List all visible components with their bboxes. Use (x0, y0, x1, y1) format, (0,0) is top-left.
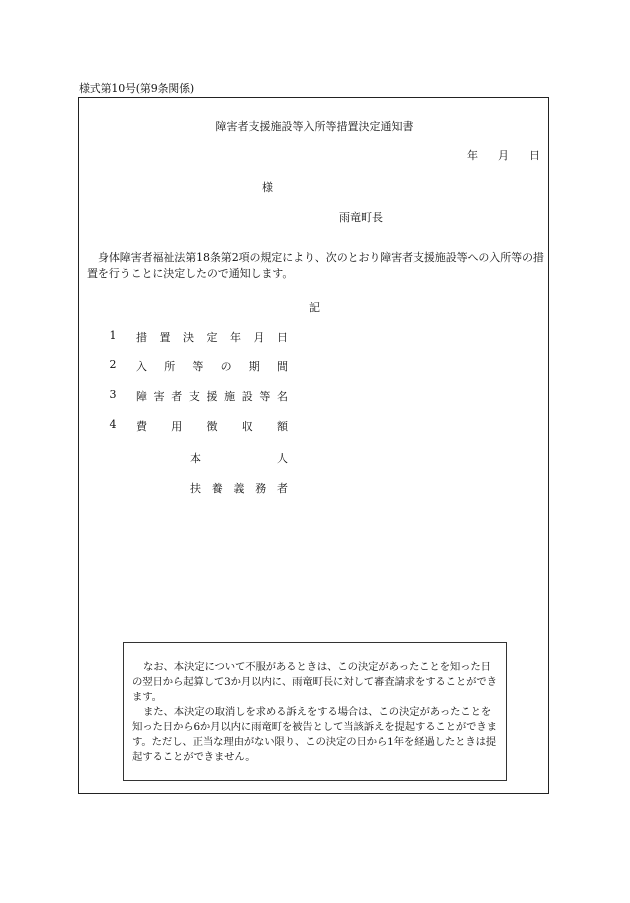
label-char: 用 (171, 420, 183, 433)
label-char: 年 (230, 331, 241, 344)
label-char: 支 (188, 390, 200, 403)
sub-item-label (190, 450, 288, 466)
label-char: 費 (136, 420, 147, 433)
label-char: 徴 (206, 420, 218, 433)
label-char: 等 (192, 360, 204, 373)
label-char: 決 (183, 331, 194, 344)
item-label (136, 418, 288, 434)
label-char: 等 (259, 390, 271, 403)
item-number: 3 (109, 388, 117, 401)
label-char: 人 (277, 452, 288, 465)
label-char: 期 (248, 360, 260, 373)
label-char: 援 (206, 390, 218, 403)
label-char: 定 (206, 331, 218, 344)
notification-body: 身体障害者福祉法第18条第2項の規定により、次のとおり障害者支援施設等への入所等の措置を行うことに決定したので通知します。 (87, 251, 544, 280)
sub-item-label (190, 480, 288, 496)
label-char: 養 (211, 482, 223, 495)
label-char: 本 (190, 452, 201, 465)
issuer-name: 雨竜町長 (339, 211, 383, 224)
document-title: 障害者支援施設等入所等措置決定通知書 (215, 120, 414, 133)
date-year-label: 年 (467, 149, 478, 162)
lawsuit-paragraph: また、本決定の取消しを求める訴えをする場合は、この決定があったことを知った日から6か月以内に雨竜町を被告として当該訴えを提起することができます。ただし、正当な理由がない限り、この決定の日から1年を経過したときは提起することができません。 (132, 706, 497, 763)
label-char: 間 (276, 360, 288, 373)
notice-form-frame (78, 97, 549, 794)
item-number: 2 (109, 358, 117, 371)
appeal-notice-box (123, 642, 507, 781)
label-char: 害 (153, 390, 165, 403)
item-label (136, 388, 288, 404)
label-char: 扶 (190, 482, 201, 495)
item-number: 1 (109, 329, 117, 342)
label-char: 入 (136, 360, 147, 373)
ki-heading: 記 (309, 301, 320, 314)
label-char: 障 (136, 390, 147, 403)
label-char: 者 (277, 482, 288, 495)
form-number: 様式第10号(第9条関係) (79, 82, 194, 95)
label-char: 務 (255, 482, 267, 495)
item-label (136, 358, 288, 374)
appeal-paragraph: なお、本決定について不服があるときは、この決定があったことを知った日の翌日から起算して3か月以内に、雨竜町長に対して審査請求をすることができます。 (132, 661, 497, 703)
label-char: 設 (241, 390, 253, 403)
label-char: 日 (277, 331, 288, 344)
label-char: 置 (159, 331, 171, 344)
addressee-suffix: 様 (262, 181, 273, 194)
label-char: 所 (164, 360, 176, 373)
label-char: 措 (136, 331, 147, 344)
label-char: 施 (224, 390, 236, 403)
label-char: 者 (171, 390, 183, 403)
item-label (136, 329, 288, 345)
item-number: 4 (109, 418, 117, 431)
label-char: の (220, 360, 232, 373)
date-month-label: 月 (498, 149, 509, 162)
label-char: 名 (277, 390, 288, 403)
label-char: 月 (253, 331, 265, 344)
label-char: 額 (277, 420, 288, 433)
label-char: 義 (233, 482, 245, 495)
label-char: 収 (241, 420, 253, 433)
date-day-label: 日 (529, 149, 540, 162)
date-line (447, 147, 540, 163)
